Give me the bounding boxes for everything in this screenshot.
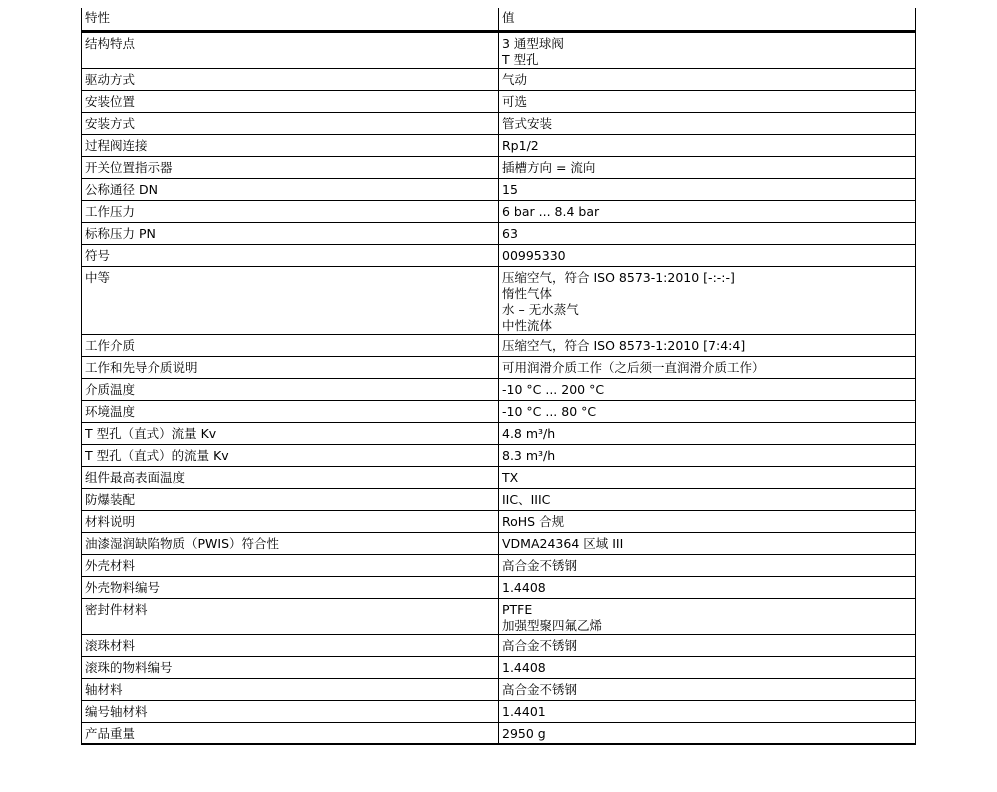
value-line: 高合金不锈钢	[502, 681, 578, 697]
property-cell: 材料说明	[82, 510, 499, 532]
value-line: 15	[502, 181, 518, 197]
value-cell	[499, 700, 916, 722]
property-cell: 密封件材料	[82, 598, 499, 634]
value-cell	[499, 112, 916, 134]
table-row	[82, 466, 916, 488]
property-cell: 驱动方式	[82, 68, 499, 90]
table-row	[82, 222, 916, 244]
value-cell	[499, 356, 916, 378]
table-row	[82, 266, 916, 334]
value-cell	[499, 598, 916, 634]
property-cell: 符号	[82, 244, 499, 266]
table-row	[82, 510, 916, 532]
value-cell	[499, 488, 916, 510]
value-cell	[499, 156, 916, 178]
value-cell	[499, 656, 916, 678]
value-cell	[499, 68, 916, 90]
value-line: PTFE	[502, 601, 533, 617]
property-cell: 安装位置	[82, 90, 499, 112]
value-cell	[499, 222, 916, 244]
value-cell	[499, 200, 916, 222]
property-cell: 中等	[82, 266, 499, 334]
property-cell: 外壳物料编号	[82, 576, 499, 598]
value-line: IIC、IIIC	[502, 491, 551, 507]
property-cell: 油漆湿润缺陷物质（PWIS）符合性	[82, 532, 499, 554]
value-cell	[499, 532, 916, 554]
value-line: 压缩空气，符合 ISO 8573-1:2010 [-:-:-]	[502, 269, 735, 285]
value-line: 6 bar ... 8.4 bar	[502, 203, 600, 219]
property-cell: T 型孔（直式）的流量 Kv	[82, 444, 499, 466]
property-cell: 编号轴材料	[82, 700, 499, 722]
property-cell: 环境温度	[82, 400, 499, 422]
table-row	[82, 31, 916, 68]
table-row	[82, 112, 916, 134]
table-row	[82, 700, 916, 722]
value-line: 高合金不锈钢	[502, 637, 578, 653]
property-cell: 公称通径 DN	[82, 178, 499, 200]
value-line: 00995330	[502, 247, 566, 263]
table-row	[82, 90, 916, 112]
value-line: 8.3 m³/h	[502, 447, 556, 463]
table-row	[82, 554, 916, 576]
value-line: 管式安装	[502, 115, 553, 131]
table-row	[82, 334, 916, 356]
table-row	[82, 656, 916, 678]
value-cell	[499, 244, 916, 266]
value-line: 2950 g	[502, 725, 546, 741]
table-body	[82, 31, 916, 744]
value-cell	[499, 576, 916, 598]
property-cell: 工作和先导介质说明	[82, 356, 499, 378]
table-row	[82, 444, 916, 466]
value-line: 插槽方向 = 流向	[502, 159, 596, 175]
table-row	[82, 488, 916, 510]
value-line: VDMA24364 区域 III	[502, 535, 624, 551]
property-cell: 外壳材料	[82, 554, 499, 576]
value-cell	[499, 378, 916, 400]
value-cell	[499, 466, 916, 488]
header-property: 特性	[82, 8, 499, 31]
value-cell	[499, 400, 916, 422]
value-cell	[499, 178, 916, 200]
table-row	[82, 678, 916, 700]
table-row	[82, 178, 916, 200]
table-row	[82, 722, 916, 744]
table-row	[82, 422, 916, 444]
value-line: 可选	[502, 93, 528, 109]
value-cell	[499, 510, 916, 532]
value-line: 加强型聚四氟乙烯	[502, 617, 603, 633]
value-cell	[499, 634, 916, 656]
value-cell	[499, 134, 916, 156]
table-row	[82, 634, 916, 656]
property-cell: 防爆装配	[82, 488, 499, 510]
property-cell: 介质温度	[82, 378, 499, 400]
table-row	[82, 576, 916, 598]
property-cell: 过程阀连接	[82, 134, 499, 156]
property-cell: 组件最高表面温度	[82, 466, 499, 488]
property-cell: 开关位置指示器	[82, 156, 499, 178]
table-row	[82, 400, 916, 422]
value-line: Rp1/2	[502, 137, 539, 153]
value-line: -10 °C ... 80 °C	[502, 403, 597, 419]
property-cell: 轴材料	[82, 678, 499, 700]
property-cell: 滚珠的物料编号	[82, 656, 499, 678]
property-cell: 结构特点	[82, 31, 499, 68]
value-line: 水 – 无水蒸气	[502, 301, 579, 317]
property-cell: 安装方式	[82, 112, 499, 134]
table-row	[82, 356, 916, 378]
table-row	[82, 68, 916, 90]
value-line: 1.4408	[502, 659, 546, 675]
value-cell	[499, 334, 916, 356]
value-line: 1.4408	[502, 579, 546, 595]
value-cell	[499, 266, 916, 334]
value-line: TX	[502, 469, 519, 485]
value-line: 高合金不锈钢	[502, 557, 578, 573]
property-cell: 工作压力	[82, 200, 499, 222]
spec-table	[81, 8, 916, 745]
value-cell	[499, 722, 916, 744]
property-cell: 滚珠材料	[82, 634, 499, 656]
value-line: T 型孔	[502, 51, 539, 67]
property-cell: T 型孔（直式）流量 Kv	[82, 422, 499, 444]
value-line: 1.4401	[502, 703, 546, 719]
table-header-row	[82, 8, 916, 31]
table-row	[82, 156, 916, 178]
property-cell: 标称压力 PN	[82, 222, 499, 244]
value-cell	[499, 554, 916, 576]
table-row	[82, 532, 916, 554]
value-line: 惰性气体	[502, 285, 553, 301]
value-line: 可用润滑介质工作（之后须一直润滑介质工作）	[502, 359, 765, 375]
table-row	[82, 200, 916, 222]
value-cell	[499, 422, 916, 444]
value-cell	[499, 678, 916, 700]
value-cell	[499, 90, 916, 112]
value-line: 63	[502, 225, 518, 241]
value-line: -10 °C ... 200 °C	[502, 381, 605, 397]
header-value: 值	[499, 8, 916, 31]
table-row	[82, 598, 916, 634]
table-row	[82, 134, 916, 156]
value-line: RoHS 合规	[502, 513, 565, 529]
value-line: 4.8 m³/h	[502, 425, 556, 441]
property-cell: 产品重量	[82, 722, 499, 744]
value-cell	[499, 31, 916, 68]
value-line: 气动	[502, 71, 528, 87]
table-row	[82, 244, 916, 266]
property-cell: 工作介质	[82, 334, 499, 356]
table-row	[82, 378, 916, 400]
value-line: 压缩空气，符合 ISO 8573-1:2010 [7:4:4]	[502, 337, 746, 353]
value-line: 3 通型球阀	[502, 35, 564, 51]
value-line: 中性流体	[502, 317, 553, 333]
value-cell	[499, 444, 916, 466]
